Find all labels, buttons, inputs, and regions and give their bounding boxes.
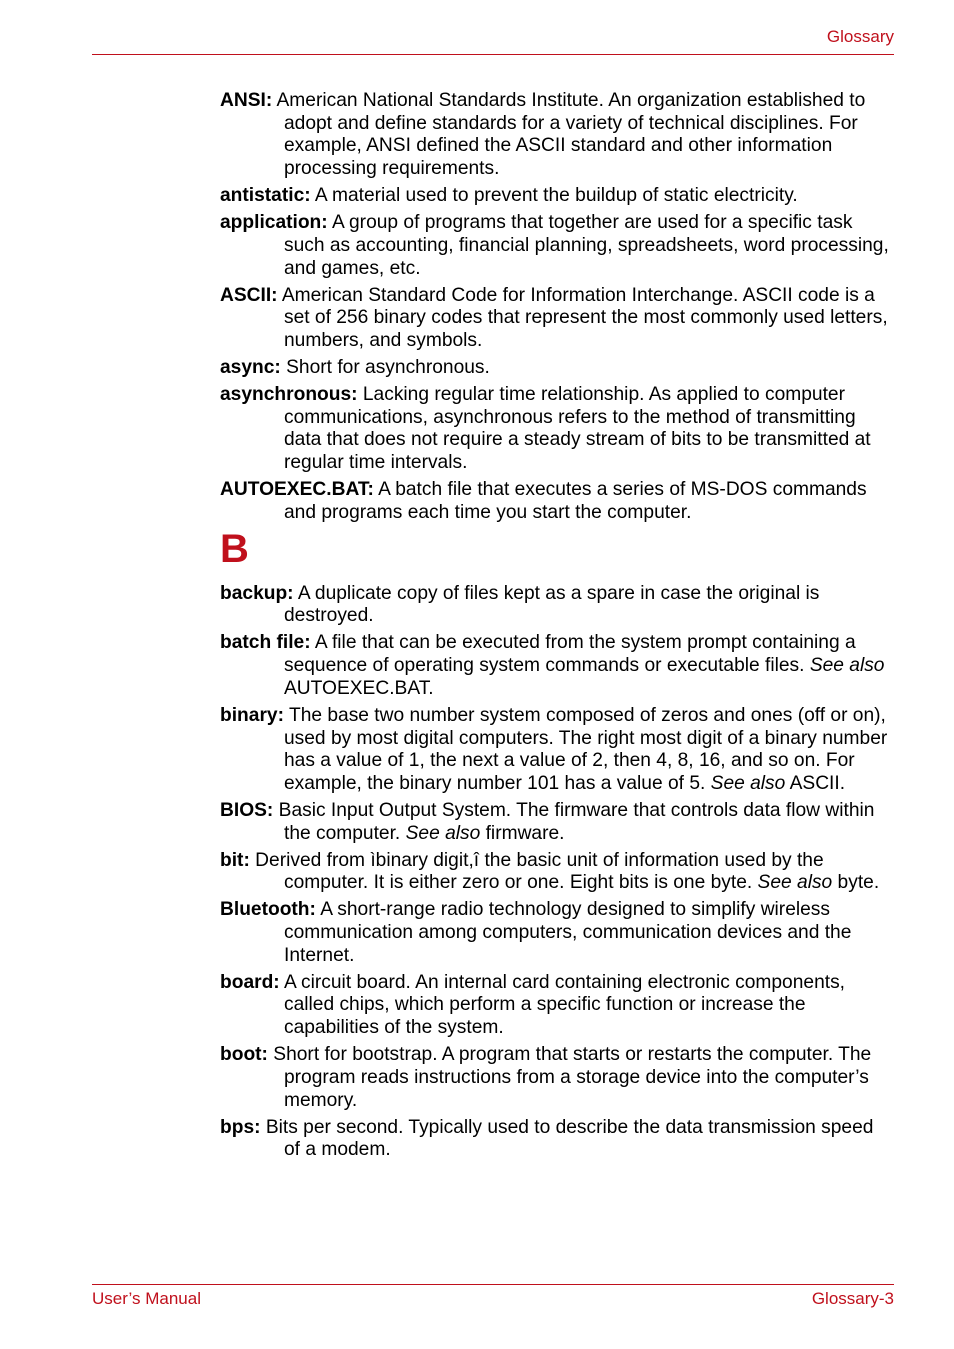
glossary-term: bit: (220, 849, 250, 871)
glossary-definition: A material used to prevent the buildup of static electricity. (310, 185, 798, 207)
glossary-term: binary: (220, 704, 284, 726)
see-also-target: byte. (832, 872, 880, 894)
glossary-definition: Lacking regular time relationship. As applied to computer communications, asynchronous refers to the method of transmitting data that does not require a steady stream of bits to be transmitted at regular time intervals. (284, 383, 871, 474)
see-also-target: ASCII. (785, 772, 846, 794)
see-also-reference: See also (710, 772, 786, 794)
glossary-entry-antistatic (220, 185, 894, 208)
glossary-definition: A short-range radio technology designed to simplify wireless communication among computers, communication devices and the Internet. (284, 899, 852, 966)
header-rule (92, 54, 894, 55)
glossary-term: async: (220, 356, 281, 378)
glossary-entry-asynchronous (220, 384, 894, 475)
glossary-entry-application (220, 212, 894, 280)
glossary-definition: A batch file that executes a series of MS-DOS commands and programs each time you start the computer. (284, 479, 867, 523)
glossary-term: ASCII: (220, 284, 278, 306)
glossary-term: asynchronous: (220, 383, 358, 405)
glossary-term: backup: (220, 582, 294, 604)
glossary-entry-bluetooth (220, 899, 894, 967)
glossary-definition: Short for asynchronous. (280, 356, 490, 378)
glossary-entry-ascii (220, 285, 894, 353)
glossary-entry-bios (220, 800, 894, 845)
glossary-entry-backup (220, 583, 894, 628)
glossary-content (220, 90, 894, 1166)
glossary-entry-board (220, 972, 894, 1040)
page-number: Glossary-3 (811, 1289, 894, 1308)
glossary-term: board: (220, 971, 280, 993)
glossary-definition: Derived from ìbinary digit,î the basic unit of information used by the computer. It is either zero or one. Eight bits is one byte. (249, 849, 824, 894)
glossary-term: application: (220, 212, 328, 234)
glossary-term: Bluetooth: (220, 899, 316, 921)
glossary-definition: A group of programs that together are used for a specific task such as accounting, financial planning, spreadsheets, word processing, and games, etc. (284, 212, 889, 279)
footer-rule (92, 1284, 894, 1285)
glossary-entry-bps (220, 1117, 894, 1162)
glossary-definition: Basic Input Output System. The firmware that controls data flow within the computer. (273, 799, 875, 844)
footer-manual-title: User’s Manual (92, 1289, 201, 1308)
glossary-definition: American Standard Code for Information Interchange. ASCII code is a set of 256 binary codes that represent the most commonly used letters, numbers, and symbols. (277, 284, 888, 351)
glossary-term: bps: (220, 1116, 261, 1138)
see-also-reference: See also (809, 655, 885, 677)
glossary-term: BIOS: (220, 799, 274, 821)
glossary-entry-autoexec-bat (220, 479, 894, 524)
glossary-entry-async (220, 357, 894, 380)
glossary-entry-bit (220, 850, 894, 895)
glossary-definition: The base two number system composed of zeros and ones (off or on), used by most digital computers. The right most digit of a binary number has a value of 1, the next a value of 2, then 4, 8, 16, and so on. For example, the binary number 101 has a value of 5. (283, 704, 888, 794)
glossary-term: ANSI: (220, 90, 273, 111)
glossary-definition: Bits per second. Typically used to describe the data transmission speed of a modem. (260, 1116, 874, 1161)
glossary-entry-boot (220, 1044, 894, 1112)
see-also-target: AUTOEXEC.BAT. (284, 677, 434, 699)
glossary-entry-binary (220, 705, 894, 796)
glossary-entry-batch-file (220, 632, 894, 700)
see-also-reference: See also (757, 872, 833, 894)
glossary-entry-ansi (220, 90, 894, 181)
glossary-term: boot: (220, 1044, 268, 1066)
glossary-definition: American National Standards Institute. An organization established to adopt and define standards for a variety of technical disciplines. For example, ANSI defined the ASCII standard and other information processing requirements. (272, 90, 866, 180)
section-letter-b: B (220, 526, 250, 571)
running-header-title: Glossary (826, 27, 894, 46)
glossary-definition: A circuit board. An internal card containing electronic components, called chips, which perform a specific function or increase the capabilities of the system. (279, 971, 845, 1039)
glossary-term: AUTOEXEC.BAT: (220, 479, 374, 501)
glossary-definition: A duplicate copy of files kept as a spare in case the original is destroyed. (284, 582, 820, 627)
glossary-definition: A file that can be executed from the system prompt containing a sequence of operating system commands or executable files. (284, 632, 856, 677)
see-also-reference: See also (405, 822, 481, 844)
glossary-term: batch file: (220, 632, 311, 654)
glossary-term: antistatic: (220, 185, 311, 207)
glossary-definition: Short for bootstrap. A program that starts or restarts the computer. The program reads instructions from a storage device into the computer’s memory. (267, 1044, 872, 1111)
see-also-target: firmware. (480, 822, 565, 844)
